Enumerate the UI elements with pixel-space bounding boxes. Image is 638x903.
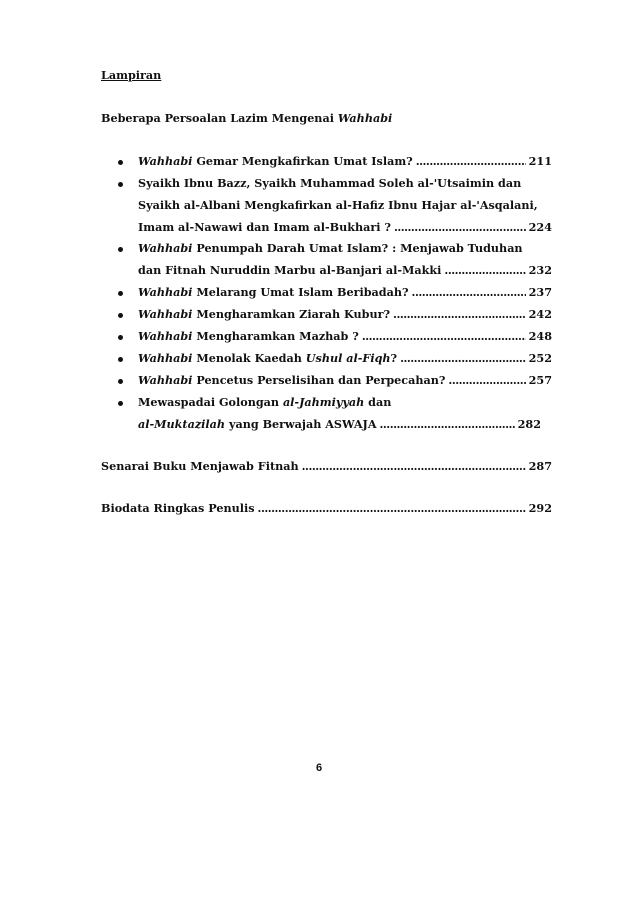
bullet-icon	[118, 247, 123, 252]
toc-entry-line: Mewaspadai Golongan al-Jahmiyyah dan	[138, 395, 392, 409]
toc-entry[interactable]: Wahhabi Mengharamkan Ziarah Kubur? ..... 242	[138, 307, 552, 321]
bullet-icon	[118, 313, 123, 318]
leader-dots	[362, 329, 526, 343]
leader-dots	[444, 263, 525, 277]
bullet-icon	[118, 291, 123, 296]
page-ref: 237	[528, 285, 552, 299]
bullet-icon	[118, 335, 123, 340]
toc-entry[interactable]: Wahhabi Pencetus Perselisihan dan Perpecahan? ..... 257	[138, 373, 552, 387]
page-ref: 232	[528, 263, 552, 277]
appendix-heading: Lampiran	[101, 68, 162, 82]
page-ref: 292	[528, 501, 552, 515]
toc-entry[interactable]: Imam al-Nawawi dan Imam al-Bukhari ? ..... 224	[138, 220, 552, 234]
leader-dots	[412, 285, 526, 299]
page-ref: 257	[528, 373, 552, 387]
leader-dots	[448, 373, 525, 387]
toc-entry[interactable]: Wahhabi Melarang Umat Islam Beribadah? ..... 237	[138, 285, 552, 299]
page-ref: 211	[528, 154, 552, 168]
toc-entry[interactable]: Wahhabi Menolak Kaedah Ushul al-Fiqh? ..... 252	[138, 351, 552, 365]
page-ref: 252	[528, 351, 552, 365]
page-ref: 248	[528, 329, 552, 343]
toc-entry[interactable]: Wahhabi Gemar Mengkafirkan Umat Islam? ..... 211	[138, 154, 552, 168]
toc-entry[interactable]: al-Muktazilah yang Berwajah ASWAJA ..... 282	[138, 417, 541, 431]
toc-entry-biodata[interactable]: Biodata Ringkas Penulis ..... 292	[101, 501, 552, 515]
page-ref: 282	[517, 417, 541, 431]
page-ref: 287	[528, 459, 552, 473]
toc-entry[interactable]: dan Fitnah Nuruddin Marbu al-Banjari al-Makki ..... 232	[138, 263, 552, 277]
bullet-icon	[118, 401, 123, 406]
leader-dots	[400, 351, 526, 365]
bullet-icon	[118, 379, 123, 384]
toc-entry[interactable]: Wahhabi Mengharamkan Mazhab ? ..... 248	[138, 329, 552, 343]
leader-dots	[302, 459, 526, 473]
leader-dots	[258, 501, 526, 515]
bullet-icon	[118, 160, 123, 165]
leader-dots	[380, 417, 515, 431]
bullet-icon	[118, 357, 123, 362]
page-ref: 224	[528, 220, 552, 234]
page-ref: 242	[528, 307, 552, 321]
toc-entry-line: Wahhabi Penumpah Darah Umat Islam? : Menjawab Tuduhan	[138, 241, 523, 255]
page-number: 6	[315, 762, 323, 774]
bullet-icon	[118, 182, 123, 187]
toc-entry-line: Syaikh al-Albani Mengkafirkan al-Hafiz Ibnu Hajar al-'Asqalani,	[138, 198, 538, 212]
toc-entry-senarai[interactable]: Senarai Buku Menjawab Fitnah ..... 287	[101, 459, 552, 473]
toc-entry-line: Syaikh Ibnu Bazz, Syaikh Muhammad Soleh al-'Utsaimin dan	[138, 176, 522, 190]
leader-dots	[394, 220, 526, 234]
leader-dots	[393, 307, 526, 321]
leader-dots	[416, 154, 526, 168]
section-title: Beberapa Persoalan Lazim Mengenai Wahhabi	[101, 111, 393, 125]
